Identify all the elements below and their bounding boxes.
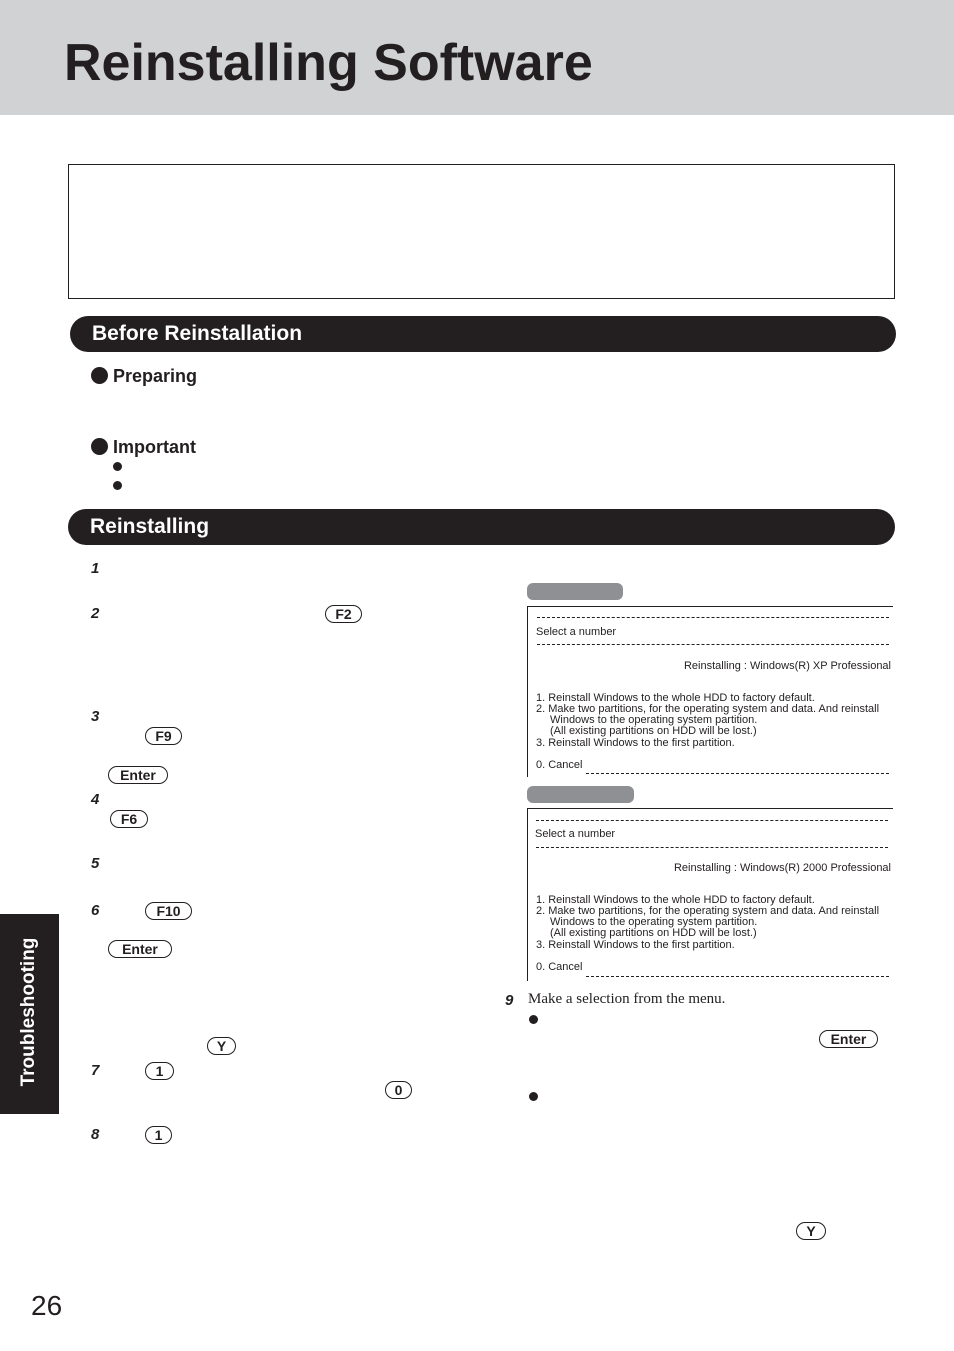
- screen-option: Windows to the operating system partition.: [550, 916, 758, 928]
- f10-key-icon: F10: [145, 902, 192, 920]
- bullet-icon: [91, 438, 108, 455]
- intro-box: [68, 164, 895, 299]
- step-number: 1: [91, 560, 100, 577]
- subheading-preparing: [91, 365, 197, 387]
- step-number: 8: [91, 1126, 100, 1143]
- step-number: 5: [91, 855, 100, 872]
- bullet-icon: [529, 1092, 538, 1101]
- enter-key-icon: Enter: [819, 1030, 878, 1048]
- menu-screen-xp: [527, 606, 893, 777]
- bullet-icon: [529, 1015, 538, 1024]
- section-heading-before-reinstallation: [70, 316, 896, 352]
- step-number: 3: [91, 708, 100, 725]
- page-number: 26: [31, 1290, 63, 1321]
- zero-key-icon: 0: [385, 1081, 412, 1099]
- step-9-text: Make a selection from the menu.: [528, 991, 726, 1007]
- screen-select-prompt: Select a number: [536, 626, 617, 638]
- page-title: Reinstalling Software: [64, 34, 593, 92]
- y-key-icon: Y: [207, 1037, 236, 1055]
- screen-product-name: Reinstalling : Windows(R) XP Professional: [683, 660, 891, 672]
- screen-select-prompt: Select a number: [535, 828, 616, 840]
- screen-option: 2. Make two partitions, for the operating system and data. And reinstall: [536, 703, 880, 715]
- menu-screen-2000: [527, 808, 893, 981]
- screen-option: (All existing partitions on HDD will be lost.): [550, 927, 757, 939]
- one-key-icon: 1: [145, 1062, 174, 1080]
- dashed-divider: [537, 617, 889, 618]
- enter-key-icon: Enter: [108, 940, 172, 958]
- subheading-important: [91, 436, 196, 458]
- enter-key-icon: Enter: [108, 766, 168, 784]
- dashed-divider: [536, 820, 888, 821]
- screen-cancel-option: 0. Cancel: [536, 961, 583, 973]
- subheading-preparing-label: Preparing: [113, 366, 198, 386]
- dashed-divider: [586, 976, 889, 977]
- dashed-divider: [586, 773, 889, 774]
- screen-option: (All existing partitions on HDD will be lost.): [550, 725, 757, 737]
- screen-label-tab: [527, 786, 634, 803]
- f2-key-icon: F2: [325, 605, 362, 623]
- screen-cancel-option: 0. Cancel: [536, 759, 583, 771]
- screen-option: 1. Reinstall Windows to the whole HDD to factory default.: [536, 692, 815, 704]
- subheading-important-label: Important: [113, 437, 196, 457]
- screen-option: Windows to the operating system partition.: [550, 714, 758, 726]
- screen-option: 3. Reinstall Windows to the first partition.: [536, 737, 735, 749]
- dashed-divider: [537, 644, 889, 645]
- step-number: 7: [91, 1062, 100, 1079]
- bullet-icon: [113, 481, 122, 490]
- bullet-icon: [91, 367, 108, 384]
- section-heading-reinstalling: [68, 509, 895, 545]
- step-number: 6: [91, 902, 100, 919]
- section-heading-label: Reinstalling: [90, 515, 210, 538]
- step-number: 2: [91, 605, 100, 622]
- screen-option: 2. Make two partitions, for the operating system and data. And reinstall: [536, 905, 880, 917]
- side-tab-label: Troubleshooting: [18, 937, 39, 1087]
- f9-key-icon: F9: [145, 727, 182, 745]
- section-heading-label: Before Reinstallation: [92, 322, 303, 345]
- f6-key-icon: F6: [110, 810, 148, 828]
- step-number: 9: [505, 992, 514, 1009]
- y-key-icon: Y: [796, 1222, 826, 1240]
- step-number: 4: [91, 791, 100, 808]
- one-key-icon: 1: [145, 1126, 172, 1144]
- bullet-icon: [113, 462, 122, 471]
- screen-product-name: Reinstalling : Windows(R) 2000 Professional: [673, 862, 891, 874]
- screen-label-tab: [527, 583, 623, 600]
- dashed-divider: [536, 847, 888, 848]
- screen-option: 1. Reinstall Windows to the whole HDD to factory default.: [536, 894, 815, 906]
- screen-option: 3. Reinstall Windows to the first partition.: [536, 939, 735, 951]
